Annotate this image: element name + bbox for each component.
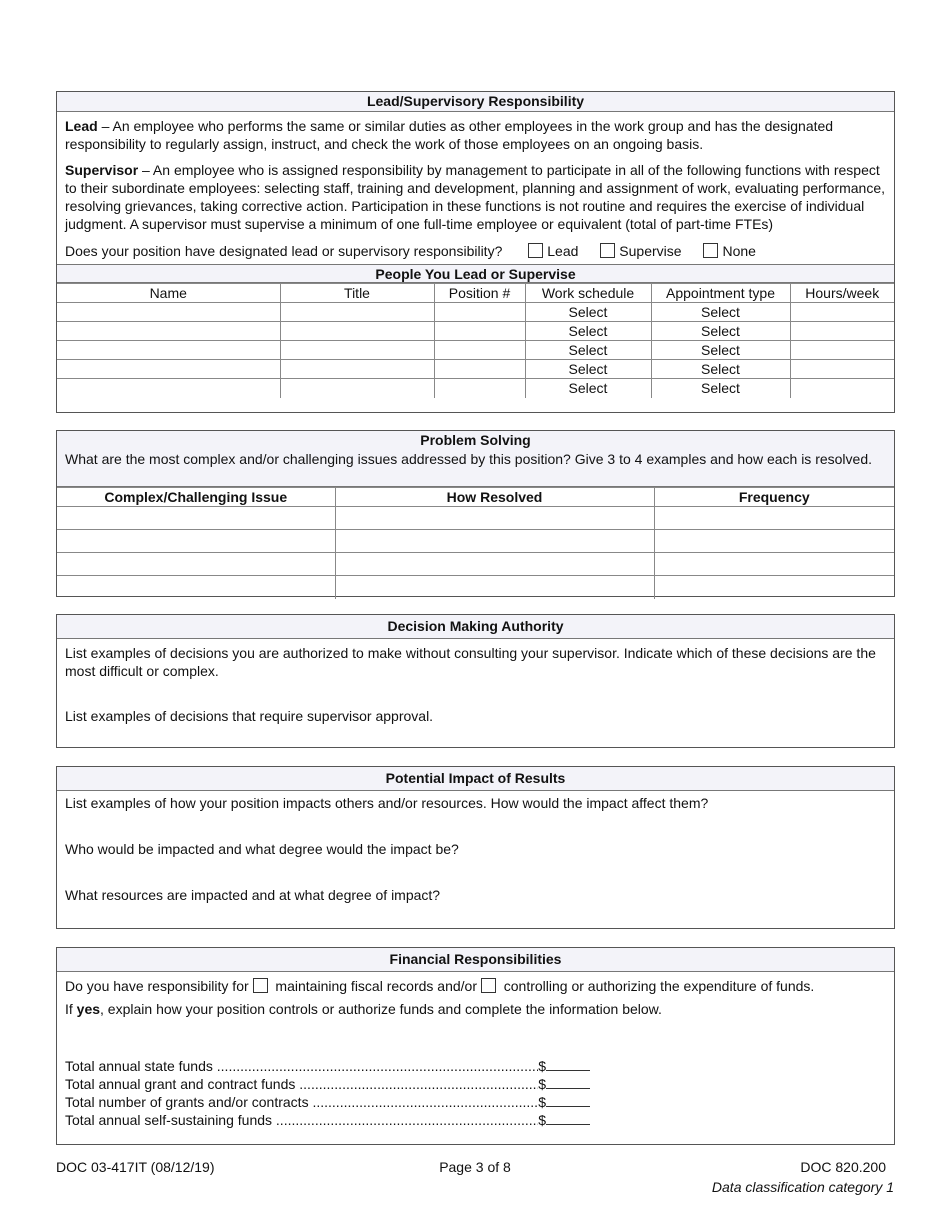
- supervise-option[interactable]: Supervise: [600, 243, 681, 259]
- issue-field[interactable]: [57, 507, 335, 530]
- resolution-field[interactable]: [335, 576, 654, 599]
- column-header: Name: [57, 284, 280, 303]
- table-row: [57, 360, 894, 379]
- name-field[interactable]: [57, 360, 280, 379]
- title-field[interactable]: [280, 379, 434, 398]
- section-title: Potential Impact of Results: [57, 767, 894, 791]
- column-header: Hours/week: [790, 284, 894, 303]
- state-funds-line: Total annual state funds ..... $: [65, 1057, 590, 1075]
- appointment-type-select[interactable]: Select: [651, 341, 790, 360]
- appointment-type-select[interactable]: Select: [651, 379, 790, 398]
- hours-field[interactable]: [790, 322, 894, 341]
- table-row: [57, 576, 894, 599]
- appointment-type-select[interactable]: Select: [651, 303, 790, 322]
- table-row: [57, 303, 894, 322]
- hours-field[interactable]: [790, 360, 894, 379]
- column-header: Appointment type: [651, 284, 790, 303]
- work-schedule-select[interactable]: Select: [525, 379, 651, 398]
- form-number: DOC 03-417IT (08/12/19): [56, 1159, 215, 1175]
- self-sustaining-field[interactable]: [546, 1111, 590, 1125]
- none-option[interactable]: None: [703, 243, 755, 259]
- hours-field[interactable]: [790, 341, 894, 360]
- section-title: Problem Solving: [420, 432, 531, 448]
- grant-funds-field[interactable]: [546, 1075, 590, 1089]
- name-field[interactable]: [57, 303, 280, 322]
- section-title: Decision Making Authority: [57, 615, 894, 639]
- issue-field[interactable]: [57, 530, 335, 553]
- grants-count-line: Total number of grants and/or contracts ..... $: [65, 1093, 590, 1111]
- financial-question: Do you have responsibility for maintaining fiscal records and/or controlling or authorizing the expenditure of funds.: [65, 978, 815, 994]
- position-field[interactable]: [434, 360, 525, 379]
- authorize-expenditure-checkbox[interactable]: [481, 978, 496, 993]
- name-field[interactable]: [57, 341, 280, 360]
- hours-field[interactable]: [790, 303, 894, 322]
- page-number: Page 3 of 8: [439, 1159, 511, 1175]
- work-schedule-select[interactable]: Select: [525, 341, 651, 360]
- appointment-type-select[interactable]: Select: [651, 322, 790, 341]
- people-table-title: People You Lead or Supervise: [57, 264, 894, 283]
- frequency-field[interactable]: [654, 507, 894, 530]
- lead-option[interactable]: Lead: [528, 243, 578, 259]
- column-header: Work schedule: [525, 284, 651, 303]
- none-checkbox[interactable]: [703, 243, 718, 258]
- supervise-checkbox[interactable]: [600, 243, 615, 258]
- table-row: [57, 322, 894, 341]
- column-header: How Resolved: [335, 488, 654, 507]
- position-field[interactable]: [434, 379, 525, 398]
- resolution-field[interactable]: [335, 507, 654, 530]
- title-field[interactable]: [280, 341, 434, 360]
- name-field[interactable]: [57, 322, 280, 341]
- potential-impact-section: [56, 766, 895, 929]
- table-row: [57, 379, 894, 398]
- title-field[interactable]: [280, 322, 434, 341]
- frequency-field[interactable]: [654, 553, 894, 576]
- lead-supervisory-section: [56, 91, 895, 413]
- position-field[interactable]: [434, 341, 525, 360]
- financial-instructions: If yes, explain how your position controls or authorize funds and complete the information below.: [65, 1001, 662, 1017]
- table-row: [57, 341, 894, 360]
- section-title: Lead/Supervisory Responsibility: [57, 92, 894, 112]
- table-row: [57, 530, 894, 553]
- policy-number: DOC 820.200: [800, 1159, 886, 1175]
- resolution-field[interactable]: [335, 530, 654, 553]
- lead-checkbox[interactable]: [528, 243, 543, 258]
- column-header: Title: [280, 284, 434, 303]
- frequency-field[interactable]: [654, 530, 894, 553]
- work-schedule-select[interactable]: Select: [525, 360, 651, 379]
- fiscal-records-checkbox[interactable]: [253, 978, 268, 993]
- work-schedule-select[interactable]: Select: [525, 303, 651, 322]
- decision-question-2: List examples of decisions that require supervisor approval.: [65, 708, 434, 724]
- section-title: Financial Responsibilities: [57, 948, 894, 972]
- column-header: Position #: [434, 284, 525, 303]
- appointment-type-select[interactable]: Select: [651, 360, 790, 379]
- problem-instructions: What are the most complex and/or challenging issues addressed by this position? Give 3 to 4 examples and how each is resolved.: [65, 451, 872, 467]
- title-field[interactable]: [280, 303, 434, 322]
- people-table: [57, 283, 894, 398]
- problem-solving-section: [56, 430, 895, 597]
- impact-question-2: Who would be impacted and what degree would the impact be?: [65, 841, 459, 857]
- title-field[interactable]: [280, 360, 434, 379]
- state-funds-field[interactable]: [546, 1057, 590, 1071]
- work-schedule-select[interactable]: Select: [525, 322, 651, 341]
- name-field[interactable]: [57, 379, 280, 398]
- table-row: [57, 553, 894, 576]
- problem-table: [57, 487, 894, 599]
- column-header: Frequency: [654, 488, 894, 507]
- frequency-field[interactable]: [654, 576, 894, 599]
- issue-field[interactable]: [57, 576, 335, 599]
- self-sustaining-line: Total annual self-sustaining funds ..... $: [65, 1111, 590, 1129]
- table-row: [57, 507, 894, 530]
- lead-definition: Lead – An employee who performs the same or similar duties as other employees in the work group and has the designated responsibility to regularly assign, instruct, and check the work of those employees on an ongoing basis.: [65, 118, 834, 152]
- hours-field[interactable]: [790, 379, 894, 398]
- data-classification: Data classification category 1: [711, 1179, 894, 1195]
- decision-making-section: [56, 614, 895, 748]
- financial-section: [56, 947, 895, 1145]
- resolution-field[interactable]: [335, 553, 654, 576]
- issue-field[interactable]: [57, 553, 335, 576]
- position-field[interactable]: [434, 303, 525, 322]
- supervisor-definition: Supervisor – An employee who is assigned responsibility by management to participate in all of the following functions with respect to their subordinate employees: selecting staff, training and development, planning and assignment of work, evaluating performance, resolving grievances, taking corrective action. Participation in these functions is not routine and requires the exercise of individual judgment. A supervisor must supervise a minimum of one full-time employee or equivalent (total of part-time FTEs): [65, 162, 886, 232]
- grants-count-field[interactable]: [546, 1093, 590, 1107]
- impact-question-3: What resources are impacted and at what degree of impact?: [65, 887, 441, 903]
- column-header: Complex/Challenging Issue: [57, 488, 335, 507]
- decision-question-1: List examples of decisions you are authorized to make without consulting your supervisor. Indicate which of these decisions are the most difficult or complex.: [65, 645, 876, 679]
- impact-question-1: List examples of how your position impacts others and/or resources. How would the impact affect them?: [65, 795, 709, 811]
- grant-funds-line: Total annual grant and contract funds ..... $: [65, 1075, 590, 1093]
- responsibility-question: Does your position have designated lead or supervisory responsibility? Lead Supervise None: [65, 243, 756, 259]
- position-field[interactable]: [434, 322, 525, 341]
